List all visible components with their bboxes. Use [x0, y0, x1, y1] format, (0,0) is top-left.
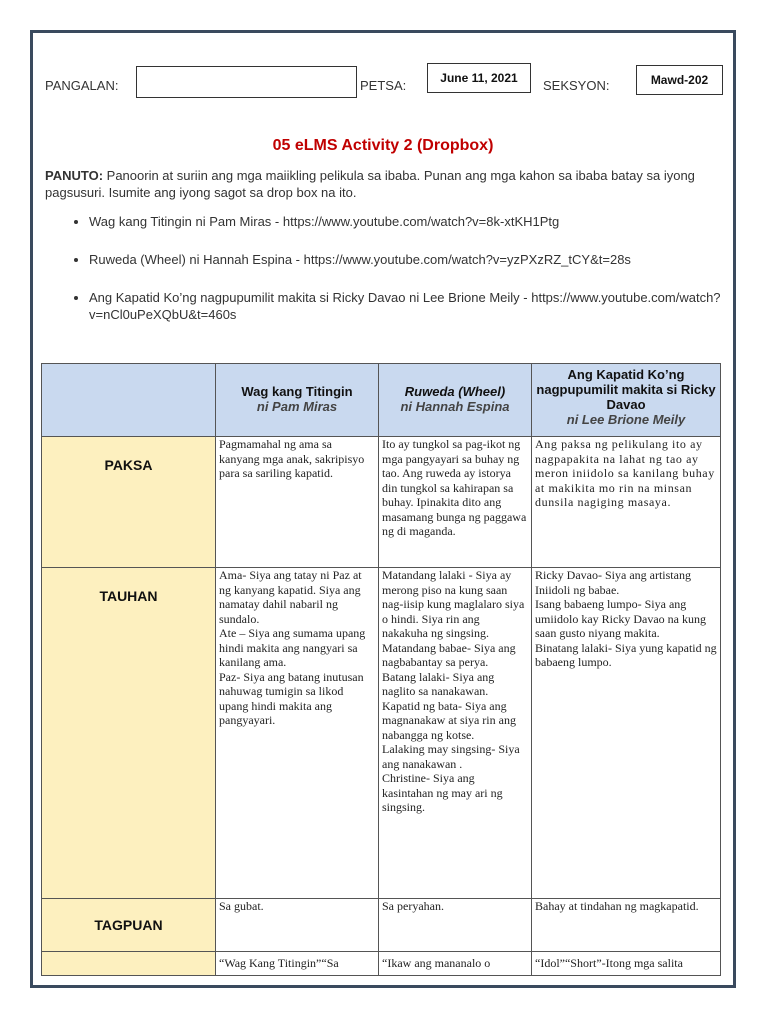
column-header	[216, 364, 379, 437]
column-header	[379, 364, 532, 437]
table-cell[interactable]: Matandang lalaki - Siya ay merong piso na kung saan nag-iisip kung maglalaro siya o hindi. Siya rin ang nakakuha ng singsing. Matandang babae- Siya ang nagbabantay sa perya. Batang lalaki- Siya ang naglito sa nanakawan. Kapatid ng bata- Siya ang magnanakaw at siya rin ang nabangga ng kotse. Lalaking may singsing- Siya ang nanakawan . Christine- Siya ang kasintahan ng may ari ng singsing.	[379, 568, 532, 899]
table-cell[interactable]: Bahay at tindahan ng magkapatid.	[532, 899, 721, 952]
table-cell[interactable]: Sa gubat.	[216, 899, 379, 952]
instructions-text: Panoorin at suriin ang mga maiikling pelikula sa ibaba. Punan ang mga kahon sa ibaba batay sa iyong pagsusuri. Isumite ang iyong sagot sa drop box na ito.	[45, 168, 695, 200]
row-label-tagpuan: TAGPUAN	[42, 899, 216, 952]
activity-title: 05 eLMS Activity 2 (Dropbox)	[272, 137, 494, 154]
table-header-row	[42, 364, 721, 437]
table-cell[interactable]: Pagmamahal ng ama sa kanyang mga anak, sakripisyo para sa sariling kapatid.	[216, 437, 379, 568]
date-field[interactable]	[427, 63, 531, 93]
film-title: Wag kang Titingin	[241, 384, 353, 399]
instructions	[45, 167, 725, 201]
video-link-item[interactable]: • Ruweda (Wheel) ni Hannah Espina - https://www.youtube.com/watch?v=yzPXzRZ_tCY&t=28s	[89, 251, 631, 268]
film-title: Ang Kapatid Ko’ng nagpupumilit makita si Ricky Davao	[536, 367, 716, 412]
column-header	[532, 364, 721, 437]
table-cell[interactable]: Ito ay tungkol sa pag-ikot ng mga pangyayari sa buhay ng tao. Ang ruweda ay istorya din tungkol sa kahirapan sa buhay. Ipinakita dito ang masamang bunga ng paggawa ng di maganda.	[379, 437, 532, 568]
table-cell[interactable]: Sa peryahan.	[379, 899, 532, 952]
film-author: ni Pam Miras	[256, 399, 338, 414]
row-label-tauhan: TAUHAN	[42, 568, 216, 899]
table-row	[42, 899, 721, 952]
table-cell[interactable]: Ama- Siya ang tatay ni Paz at ng kanyang kapatid. Siya ang namatay dahil nabaril ng sundalo. Ate – Siya ang sumama upang hindi makita ang nangyari sa kanilang ama. Paz- Siya ang batang inutusan nahuwag tumigin sa likod upang hindi makita ang pangyayari.	[216, 568, 379, 899]
instructions-label: PANUTO:	[45, 168, 104, 183]
name-field[interactable]	[136, 66, 357, 98]
table-row	[42, 952, 721, 976]
table-cell[interactable]: “Idol”“Short”-Itong mga salita	[532, 952, 721, 976]
date-label: PETSA:	[360, 78, 407, 93]
row-label-paksa: PAKSA	[42, 437, 216, 568]
table-cell[interactable]: “Wag Kang Titingin”“Sa	[216, 952, 379, 976]
table-row	[42, 568, 721, 899]
section-field[interactable]	[636, 65, 723, 95]
table-cell[interactable]: “Ikaw ang mananalo o	[379, 952, 532, 976]
video-link-item[interactable]: • Ang Kapatid Ko’ng nagpupumilit makita si Ricky Davao ni Lee Brione Meily - https://www.youtube.com/watch?v=nCl0uPeXQbU&t=460s	[89, 289, 736, 323]
table-row	[42, 437, 721, 568]
section-value: Mawd-202	[650, 73, 709, 87]
table-cell[interactable]: Ricky Davao- Siya ang artistang Iniidoli ng babae. Isang babaeng lumpo- Siya ang umiidolo kay Ricky Davao na kung saan gusto niyang makita. Binatang lalaki- Siya yung kapatid ng babaeng lumpo.	[532, 568, 721, 899]
row-label-empty	[42, 952, 216, 976]
film-author: ni Hannah Espina	[400, 399, 510, 414]
table-cell[interactable]: Ang paksa ng pelikulang ito ay nagpapakita na lahat ng tao ay meron iniidolo sa kanilang buhay at makikita mo rin na minsan dunsila nagiging masaya.	[532, 437, 721, 568]
analysis-table	[41, 363, 721, 976]
film-author: ni Lee Brione Meily	[566, 412, 686, 427]
name-label: PANGALAN:	[45, 78, 119, 93]
section-label: SEKSYON:	[543, 78, 610, 93]
corner-cell	[42, 364, 216, 437]
date-value: June 11, 2021	[440, 71, 518, 85]
document-page	[30, 30, 736, 988]
video-link-item[interactable]: • Wag kang Titingin ni Pam Miras - https://www.youtube.com/watch?v=8k-xtKH1Ptg	[89, 213, 559, 230]
film-title: Ruweda (Wheel)	[404, 384, 506, 399]
